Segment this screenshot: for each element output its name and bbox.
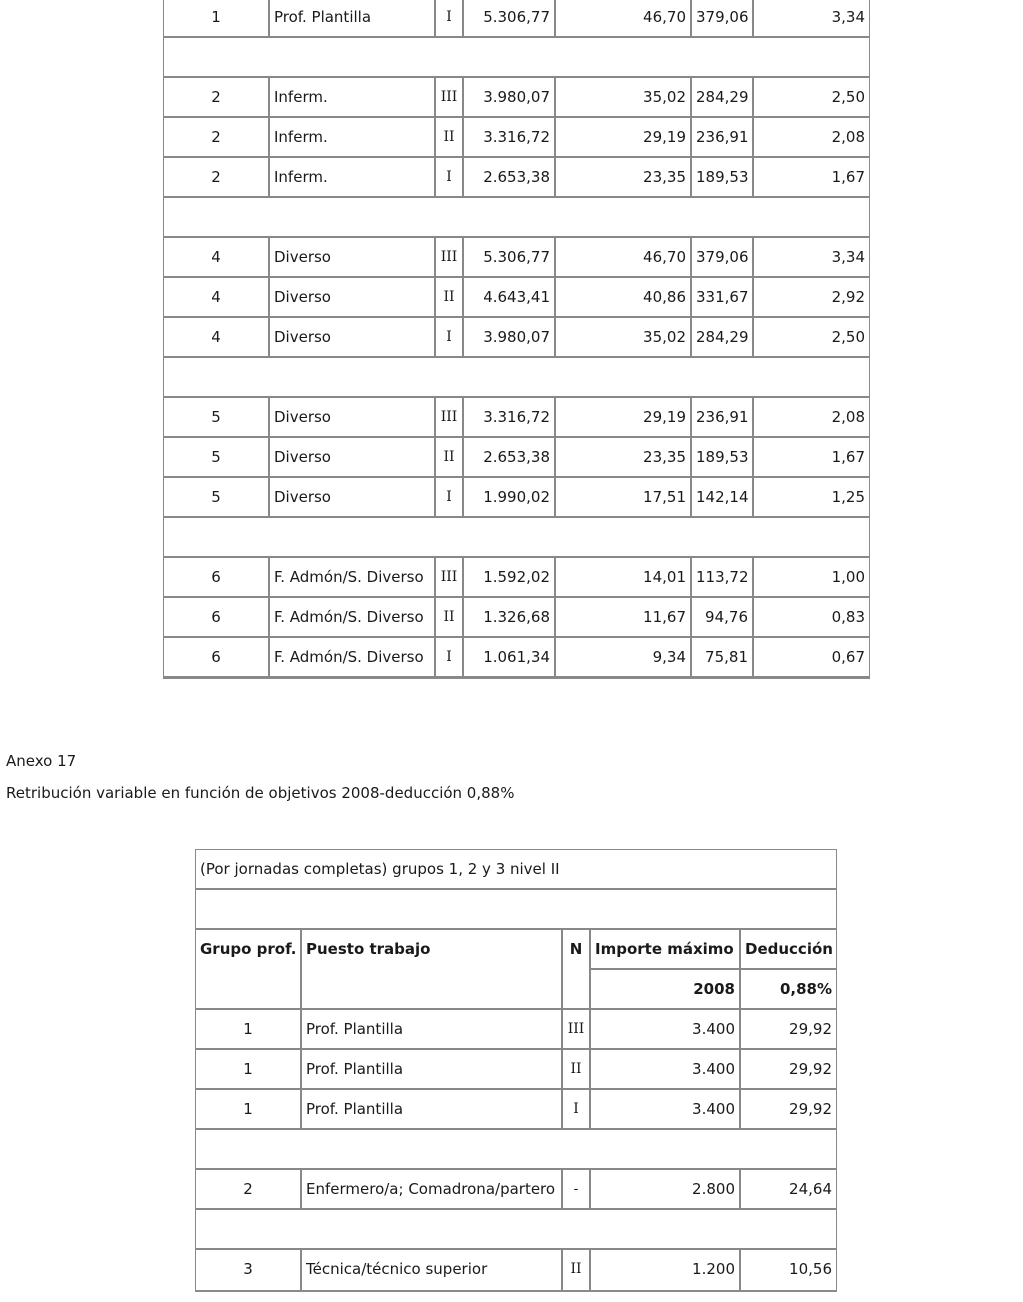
header-deduccion: Deducción — [741, 930, 836, 970]
cell-importe: 2.653,38 — [464, 438, 556, 478]
cell-value-c: 1,67 — [754, 158, 869, 198]
cell-nivel: I — [436, 478, 464, 518]
table-row — [164, 278, 869, 318]
cell-puesto: Inferm. — [270, 78, 436, 118]
cell-value-a: 23,35 — [556, 438, 692, 478]
cell-importe: 5.306,77 — [464, 238, 556, 278]
cell-value-c: 0,83 — [754, 598, 869, 638]
table-separator-row — [164, 38, 869, 78]
cell-puesto: Prof. Plantilla — [302, 1010, 563, 1050]
header-importe: Importe máximo — [591, 930, 741, 970]
cell-grupo: 4 — [164, 278, 270, 318]
cell-value-c: 3,34 — [754, 238, 869, 278]
cell-importe: 3.316,72 — [464, 118, 556, 158]
cell-importe: 1.200 — [591, 1250, 741, 1290]
cell-nivel: I — [436, 158, 464, 198]
cell-nivel: I — [436, 0, 464, 38]
cell-value-c: 2,08 — [754, 398, 869, 438]
cell-puesto: Técnica/técnico superior — [302, 1250, 563, 1290]
cell-grupo: 5 — [164, 438, 270, 478]
cell-value-b: 284,29 — [692, 318, 754, 358]
cell-puesto: Enfermero/a; Comadrona/partero — [302, 1170, 563, 1210]
table-separator-row — [164, 358, 869, 398]
table-row — [164, 398, 869, 438]
cell-deduccion: 24,64 — [741, 1170, 836, 1210]
table-row — [164, 598, 869, 638]
table-row — [196, 1170, 836, 1210]
cell-value-b: 236,91 — [692, 398, 754, 438]
cell-importe: 1.061,34 — [464, 638, 556, 678]
cell-importe: 1.326,68 — [464, 598, 556, 638]
table-header-row — [196, 930, 836, 970]
table-separator-row — [196, 1130, 836, 1170]
cell-grupo: 3 — [196, 1250, 302, 1290]
cell-grupo: 1 — [164, 0, 270, 38]
cell-nivel: III — [436, 78, 464, 118]
table-row — [164, 318, 869, 358]
cell-grupo: 2 — [196, 1170, 302, 1210]
cell-deduccion: 29,92 — [741, 1050, 836, 1090]
cell-importe: 3.980,07 — [464, 78, 556, 118]
cell-puesto: Diverso — [270, 238, 436, 278]
cell-value-a: 46,70 — [556, 238, 692, 278]
cell-value-a: 29,19 — [556, 118, 692, 158]
header-deduccion-pct: 0,88% — [741, 970, 836, 1010]
cell-value-b: 113,72 — [692, 558, 754, 598]
table-row — [164, 438, 869, 478]
cell-puesto: F. Admón/S. Diverso — [270, 638, 436, 678]
cell-value-a: 9,34 — [556, 638, 692, 678]
cell-nivel: II — [436, 278, 464, 318]
annex-subtitle: Retribución variable en función de objetivos 2008-deducción 0,88% — [6, 784, 515, 802]
cell-value-a: 29,19 — [556, 398, 692, 438]
cell-grupo: 2 — [164, 78, 270, 118]
cell-value-c: 3,34 — [754, 0, 869, 38]
cell-value-a: 46,70 — [556, 0, 692, 38]
table-row — [164, 558, 869, 598]
cell-value-b: 331,67 — [692, 278, 754, 318]
header-importe-year: 2008 — [591, 970, 741, 1010]
header-grupo: Grupo prof. — [196, 930, 302, 1010]
header-nivel: N — [563, 930, 591, 1010]
table-separator-row — [164, 198, 869, 238]
cell-grupo: 6 — [164, 558, 270, 598]
cell-value-c: 2,92 — [754, 278, 869, 318]
cell-nivel: III — [436, 238, 464, 278]
table-separator-row — [196, 890, 836, 930]
cell-value-b: 236,91 — [692, 118, 754, 158]
cell-puesto: Diverso — [270, 438, 436, 478]
cell-value-c: 2,08 — [754, 118, 869, 158]
cell-value-c: 1,25 — [754, 478, 869, 518]
cell-value-c: 2,50 — [754, 318, 869, 358]
cell-grupo: 6 — [164, 638, 270, 678]
table-row — [164, 238, 869, 278]
cell-importe: 1.592,02 — [464, 558, 556, 598]
cell-importe: 3.400 — [591, 1090, 741, 1130]
cell-value-b: 284,29 — [692, 78, 754, 118]
objectives-table — [195, 849, 837, 1292]
cell-grupo: 6 — [164, 598, 270, 638]
cell-value-a: 14,01 — [556, 558, 692, 598]
cell-nivel: I — [436, 638, 464, 678]
cell-nivel: - — [563, 1170, 591, 1210]
cell-deduccion: 10,56 — [789, 1260, 832, 1278]
cell-nivel: II — [436, 118, 464, 158]
cell-value-c: 1,00 — [754, 558, 869, 598]
cell-grupo: 2 — [164, 118, 270, 158]
cell-nivel: I — [436, 318, 464, 358]
annex-title: Anexo 17 — [6, 752, 77, 770]
cell-grupo: 1 — [196, 1010, 302, 1050]
cell-grupo: 1 — [196, 1050, 302, 1090]
table-row — [164, 0, 869, 38]
cell-grupo: 4 — [164, 238, 270, 278]
table-row — [164, 118, 869, 158]
table-caption: (Por jornadas completas) grupos 1, 2 y 3 nivel II — [196, 850, 836, 890]
cell-grupo: 4 — [164, 318, 270, 358]
cell-value-a: 40,86 — [556, 278, 692, 318]
header-puesto: Puesto trabajo — [302, 930, 563, 1010]
table-caption-row — [196, 850, 836, 890]
cell-puesto: Prof. Plantilla — [302, 1050, 563, 1090]
table-row — [196, 1090, 836, 1130]
table-separator-row — [196, 1210, 836, 1250]
cell-value-a: 35,02 — [556, 78, 692, 118]
cell-importe: 3.400 — [591, 1050, 741, 1090]
cell-nivel: III — [436, 398, 464, 438]
cell-value-c: 1,67 — [754, 438, 869, 478]
cell-deduccion: 29,92 — [741, 1090, 836, 1130]
cell-importe: 3.316,72 — [464, 398, 556, 438]
table-row — [196, 1250, 836, 1290]
cell-value-a: 35,02 — [556, 318, 692, 358]
table-row — [196, 1050, 836, 1090]
cell-grupo: 1 — [196, 1090, 302, 1130]
cell-puesto: Inferm. — [270, 158, 436, 198]
cell-value-b: 94,76 — [692, 598, 754, 638]
cell-nivel: II — [436, 438, 464, 478]
table-row — [164, 78, 869, 118]
cell-value-b: 142,14 — [692, 478, 754, 518]
cell-nivel: III — [436, 558, 464, 598]
cell-puesto: Inferm. — [270, 118, 436, 158]
cell-importe: 3.400 — [591, 1010, 741, 1050]
cell-grupo: 5 — [164, 478, 270, 518]
cell-value-c: 0,67 — [754, 638, 869, 678]
cell-value-a: 17,51 — [556, 478, 692, 518]
cell-grupo: 5 — [164, 398, 270, 438]
cell-puesto: Diverso — [270, 478, 436, 518]
table-separator-row — [164, 518, 869, 558]
cell-nivel: II — [563, 1250, 591, 1290]
cell-importe: 2.653,38 — [464, 158, 556, 198]
cell-nivel: I — [563, 1090, 591, 1130]
cell-importe: 3.980,07 — [464, 318, 556, 358]
cell-value-b: 189,53 — [692, 438, 754, 478]
cell-importe: 4.643,41 — [464, 278, 556, 318]
cell-value-b: 189,53 — [692, 158, 754, 198]
cell-nivel: II — [563, 1050, 591, 1090]
cell-puesto: Diverso — [270, 318, 436, 358]
cell-value-a: 23,35 — [556, 158, 692, 198]
cell-puesto: Prof. Plantilla — [302, 1090, 563, 1130]
cell-importe: 5.306,77 — [464, 0, 556, 38]
cell-puesto: Diverso — [270, 398, 436, 438]
table-row — [196, 1010, 836, 1050]
cell-importe: 2.800 — [591, 1170, 741, 1210]
cell-value-a: 11,67 — [556, 598, 692, 638]
cell-value-b: 379,06 — [692, 0, 754, 38]
cell-puesto: F. Admón/S. Diverso — [270, 558, 436, 598]
cell-puesto: F. Admón/S. Diverso — [270, 598, 436, 638]
cell-value-b: 75,81 — [692, 638, 754, 678]
cell-puesto: Diverso — [270, 278, 436, 318]
table-row — [164, 478, 869, 518]
salary-table-top — [163, 0, 870, 679]
cell-nivel: II — [436, 598, 464, 638]
cell-importe: 1.990,02 — [464, 478, 556, 518]
cell-puesto: Prof. Plantilla — [270, 0, 436, 38]
cell-value-b: 379,06 — [692, 238, 754, 278]
cell-deduccion: 29,92 — [741, 1010, 836, 1050]
cell-grupo: 2 — [164, 158, 270, 198]
table-row — [164, 638, 869, 678]
table-row — [164, 158, 869, 198]
cell-nivel: III — [563, 1010, 591, 1050]
cell-value-c: 2,50 — [754, 78, 869, 118]
